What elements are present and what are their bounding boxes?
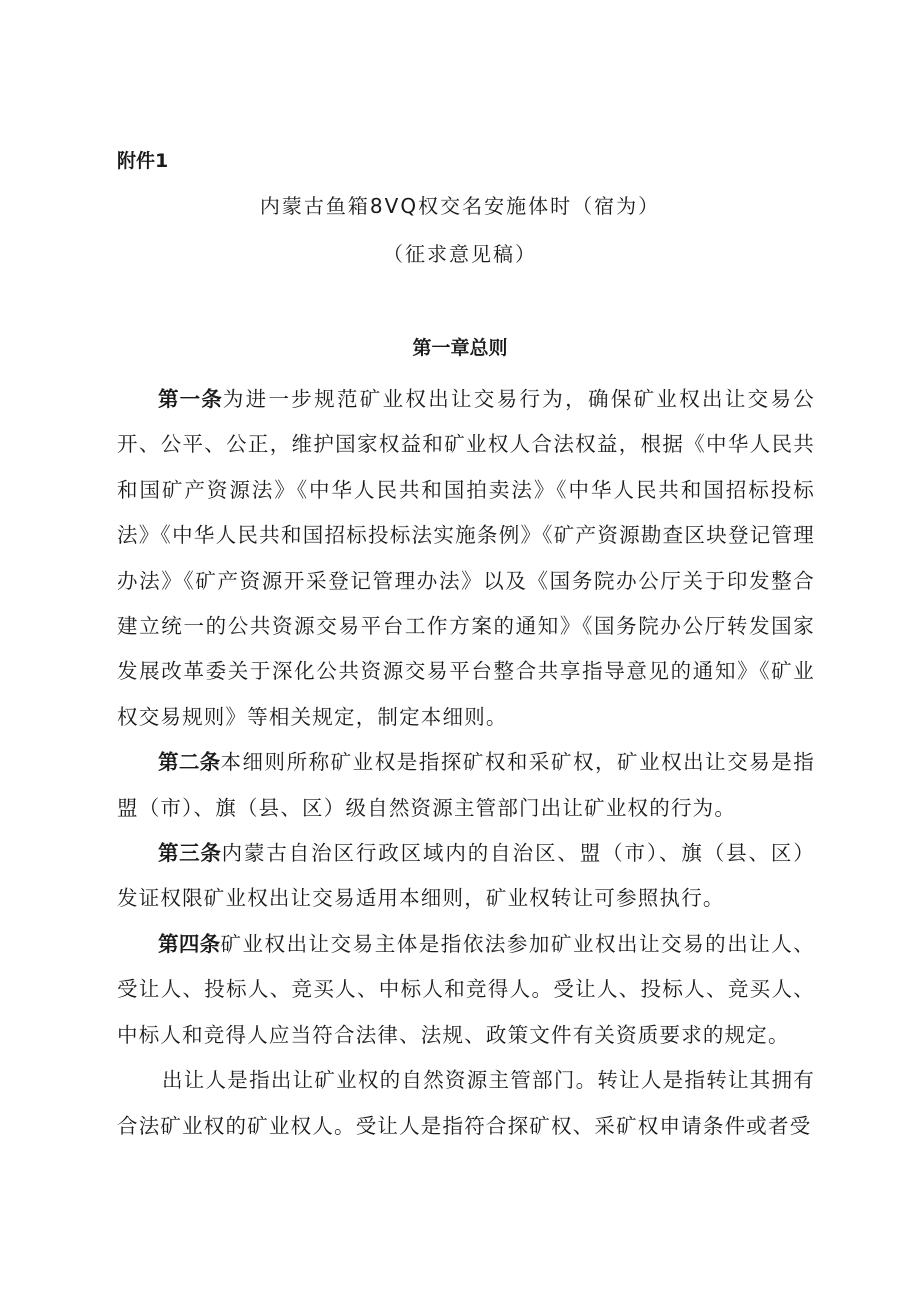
- document-body: [117, 377, 815, 1149]
- article-number: 第三条: [158, 841, 222, 866]
- article-number: 第四条: [158, 931, 221, 956]
- article-4: [117, 922, 815, 1058]
- chapter-heading: 第一章总则: [412, 337, 508, 359]
- article-2: [117, 740, 815, 831]
- article-number: 第二条: [158, 750, 221, 775]
- attachment-label: 附件1: [117, 150, 169, 172]
- article-number: 第一条: [158, 387, 223, 411]
- article-text: 本细则所称矿业权是指探矿权和采矿权，矿业权出让交易是指盟（市）、旗（县、区）级自然资源主管部门出让矿业权的行为。: [117, 750, 815, 820]
- continuation-paragraph: 出让人是指出让矿业权的自然资源主管部门。转让人是指转让其拥有合法矿业权的矿业权人。受让人是指符合探矿权、采矿权申请条件或者受: [117, 1068, 815, 1138]
- article-1: [117, 377, 815, 740]
- article-text: 为进一步规范矿业权出让交易行为，确保矿业权出让交易公开、公平、公正，维护国家权益和矿业权人合法权益，根据《中华人民共和国矿产资源法》《中华人民共和国拍卖法》《中华人民共和国招标投标法》《中华人民共和国招标投标法实施条例》《矿产资源勘查区块登记管理办法》《矿产资源开采登记管理办法》以及《国务院办公厅关于印发整合建立统一的公共资源交易平台工作方案的通知》《国务院办公厅转发国家发展改革委关于深化公共资源交易平台整合共享指导意见的通知》《矿业权交易规则》等相关规定，制定本细则。: [117, 387, 816, 729]
- article-text: 矿业权出让交易主体是指依法参加矿业权出让交易的出让人、受让人、投标人、竞买人、中标人和竞得人。受让人、投标人、竞买人、中标人和竞得人应当符合法律、法规、政策文件有关资质要求的规定。: [117, 931, 815, 1047]
- article-3: [117, 831, 815, 922]
- article-text: 内蒙古自治区行政区域内的自治区、盟（市）、旗（县、区）发证权限矿业权出让交易适用本细则，矿业权转让可参照执行。: [117, 841, 816, 911]
- document-title: 内蒙古鱼箱8VQ权交名安施体时（宿为）: [259, 194, 661, 218]
- document-subtitle: （征求意见稿）: [383, 242, 537, 266]
